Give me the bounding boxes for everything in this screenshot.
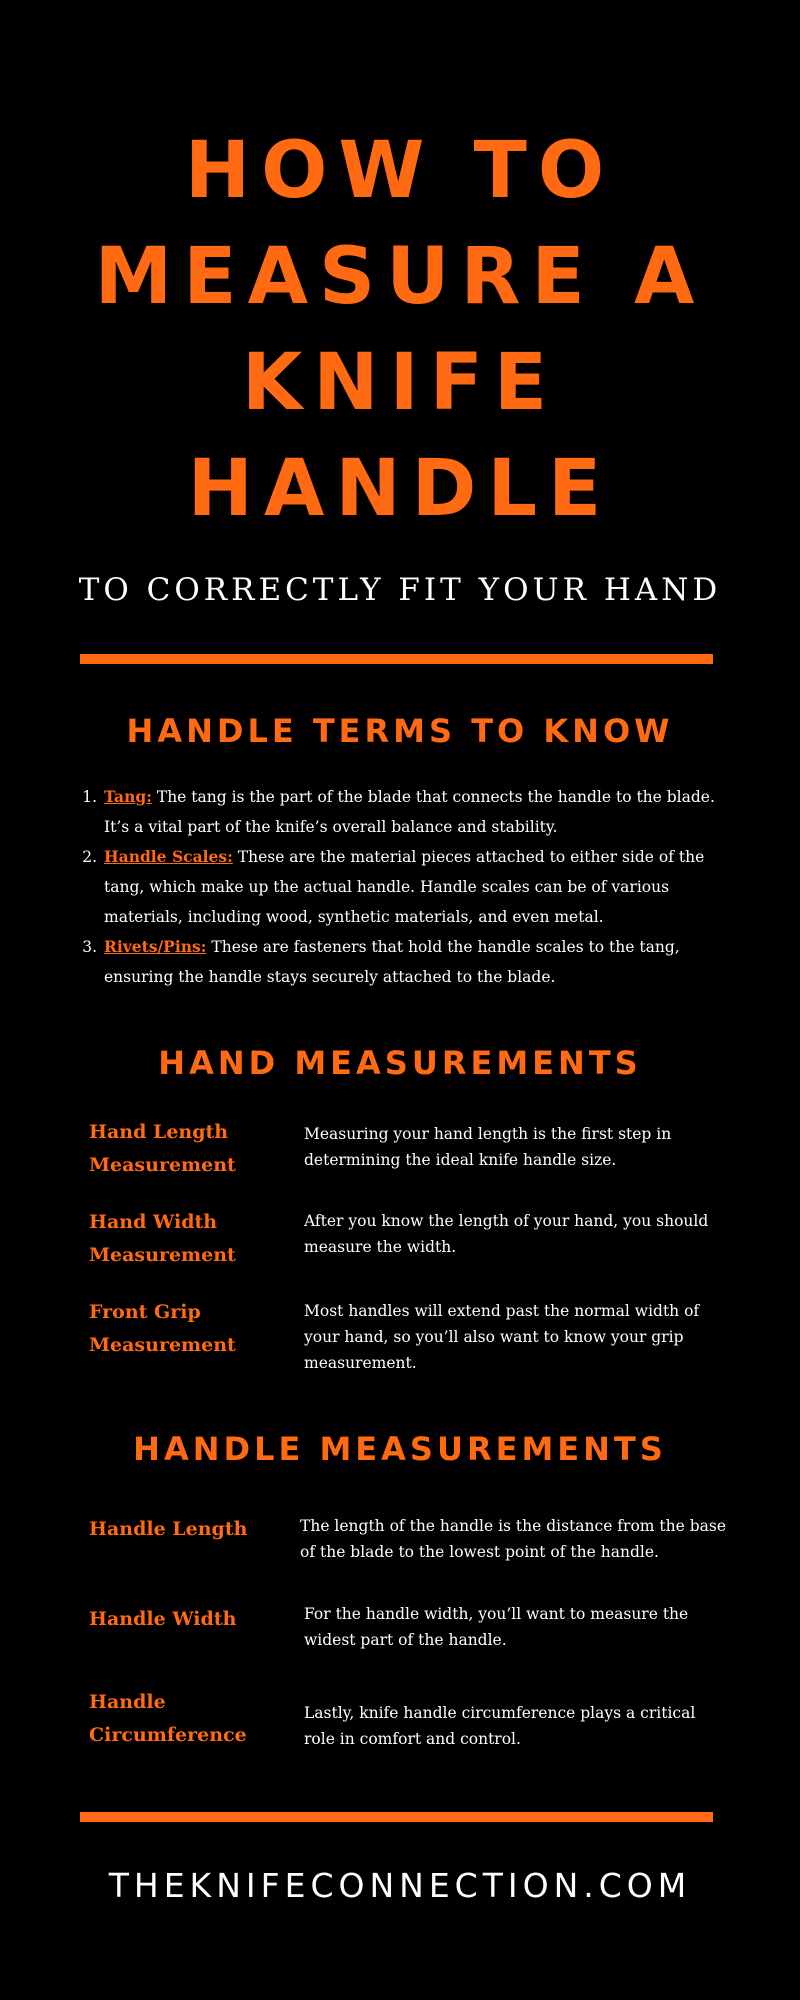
handle-measurements-heading: HANDLE MEASUREMENTS (133, 1430, 667, 1468)
hand-measurement-row (89, 1206, 729, 1286)
term-text: The tang is the part of the blade that connects the handle to the blade. It’s a vital part of the knife’s overall balance and stability. (104, 788, 715, 836)
website-footer: THEKNIFECONNECTION.COM (108, 1866, 692, 1905)
hand-measurements-heading: HAND MEASUREMENTS (158, 1044, 642, 1082)
term-name: Handle Scales: (104, 847, 233, 866)
term-name: Rivets/Pins: (104, 937, 207, 956)
row-description: The length of the handle is the distance from the base of the blade to the lowest point of the handle. (300, 1517, 727, 1561)
hand-measurement-row (89, 1296, 729, 1376)
row-description: Most handles will extend past the normal width of your hand, so you’ll also want to know your grip measurement. (304, 1302, 700, 1372)
row-description: Measuring your hand length is the first step in determining the ideal knife handle size. (304, 1125, 672, 1169)
term-name: Tang: (104, 787, 152, 806)
title-line: HANDLE (187, 444, 613, 534)
hand-measurement-row (89, 1116, 729, 1196)
title-line: HOW TO (184, 126, 616, 216)
subtitle: TO CORRECTLY FIT YOUR HAND (78, 572, 722, 608)
handle-measurement-row (89, 1686, 729, 1766)
term-text: These are the material pieces attached to either side of the tang, which make up the actual handle. Handle scales can be of various materials, including wood, synthetic materials, and even metal. (104, 848, 705, 926)
term-text: These are fasteners that hold the handle scales to the tang, ensuring the handle stays securely attached to the blade. (104, 938, 680, 986)
handle-measurement-row (89, 1603, 729, 1683)
terms-heading: HANDLE TERMS TO KNOW (126, 712, 674, 750)
row-description: For the handle width, you’ll want to measure the widest part of the handle. (304, 1605, 689, 1649)
row-label: Hand Length Measurement (89, 1121, 236, 1176)
page-title (0, 118, 800, 542)
row-label: Handle Circumference (89, 1691, 247, 1746)
row-description: After you know the length of your hand, you should measure the width. (304, 1212, 709, 1256)
list-item (102, 782, 742, 842)
row-label: Front Grip Measurement (89, 1301, 236, 1356)
terms-list (82, 782, 742, 992)
bottom-divider (80, 1812, 713, 1822)
top-divider (80, 654, 713, 664)
list-item (102, 932, 742, 992)
row-description: Lastly, knife handle circumference plays a critical role in comfort and control. (304, 1704, 696, 1748)
list-item (102, 842, 742, 932)
title-line: KNIFE (241, 338, 559, 428)
handle-measurement-row (89, 1513, 729, 1593)
title-line: MEASURE A (94, 232, 706, 322)
row-label: Hand Width Measurement (89, 1211, 236, 1266)
row-label: Handle Length (89, 1518, 248, 1540)
row-label: Handle Width (89, 1608, 237, 1630)
